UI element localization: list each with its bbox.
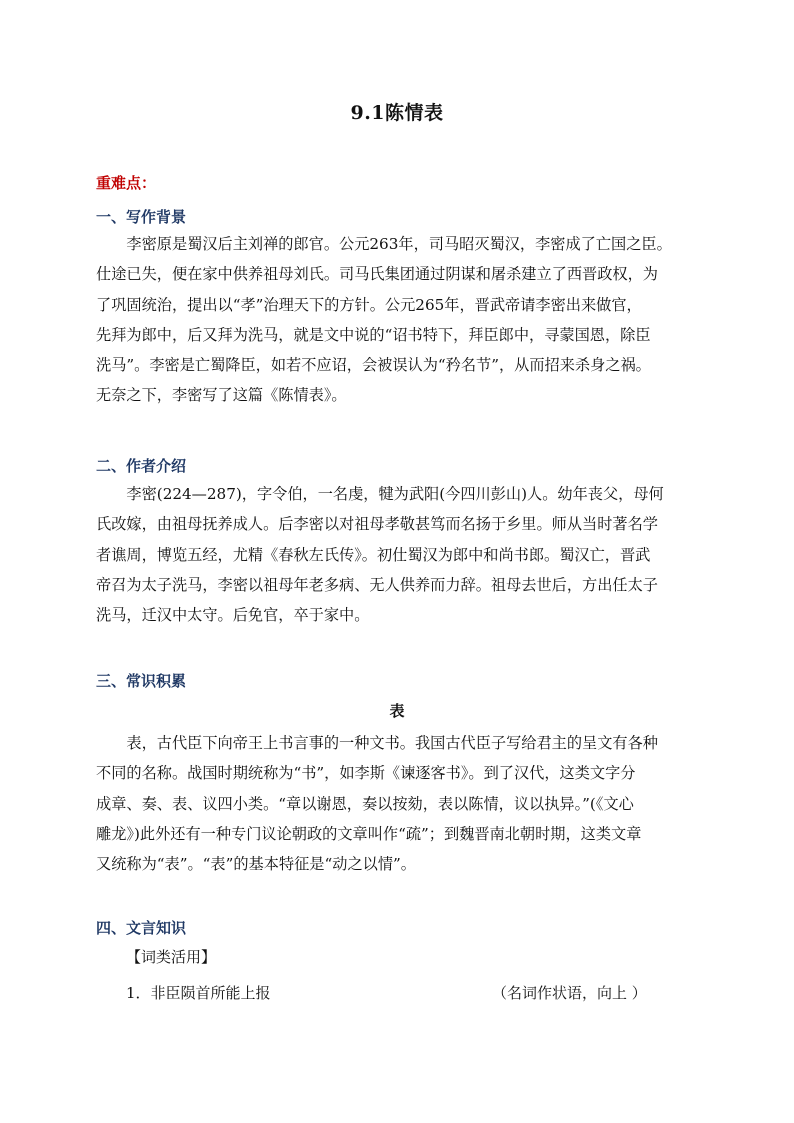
section-heading-author: 二、作者介绍 xyxy=(96,457,187,475)
page-title: 9.1陈情表 xyxy=(350,102,444,124)
paragraph-line: 雕龙》)此外还有一种专门议论朝政的文章叫作“疏”；到魏晋南北朝时期，这类文章 xyxy=(96,824,642,843)
section-heading-background: 一、写作背景 xyxy=(96,208,187,226)
paragraph-line: 不同的名称。战国时期统称为“书”，如李斯《谏逐客书》。到了汉代，这类文字分 xyxy=(96,764,636,783)
paragraph-line: 洗马”。李密是亡蜀降臣，如若不应诏，会被误认为“矜名节”，从而招来杀身之祸。 xyxy=(96,356,651,375)
section-paragraph-author xyxy=(96,479,708,630)
section-paragraph-knowledge xyxy=(96,728,708,879)
paragraph-line: 洗马，迁汉中太守。后免官，卒于家中。 xyxy=(96,606,370,625)
paragraph-line: 表，古代臣下向帝王上书言事的一种文书。我国古代臣子写给君主的呈文有各种 xyxy=(126,734,658,752)
section-heading-classical: 四、文言知识 xyxy=(96,919,187,937)
paragraph-line: 仕途已失，便在家中供养祖母刘氏。司马氏集团通过阴谋和屠杀建立了西晋政权，为 xyxy=(96,265,658,284)
paragraph-line: 氏改嫁，由祖母抚养成人。后李密以对祖母孝敬甚笃而名扬于乡里。师从当时著名学 xyxy=(96,515,658,534)
paragraph-line: 者谯周，博览五经，尤精《春秋左氏传》。初仕蜀汉为郎中和尚书郎。蜀汉亡，晋武 xyxy=(96,545,651,564)
paragraph-line: 了巩固统治，提出以“孝”治理天下的方针。公元265年，晋武帝请李密出来做官， xyxy=(96,295,642,314)
key-points-label: 重难点： xyxy=(96,174,157,192)
paragraph-line: 又统称为“表”。“表”的基本特征是“动之以情”。 xyxy=(96,855,416,874)
exercise-item: 1．非臣陨首所能上报 xyxy=(126,984,271,1002)
section-subheading-biao: 表 xyxy=(389,702,405,720)
paragraph-line: 李密原是蜀汉后主刘禅的郎官。公元263年，司马昭灭蜀汉，李密成了亡国之臣。 xyxy=(126,235,672,253)
paragraph-line: 无奈之下，李密写了这篇《陈情表》。 xyxy=(96,386,347,405)
section-heading-knowledge: 三、常识积累 xyxy=(96,672,187,690)
paragraph-line: 成章、奏、表、议四小类。“章以谢恩，奏以按劾，表以陈情，议以执异。”(《文心 xyxy=(96,794,634,813)
paragraph-line: 帝召为太子洗马，李密以祖母年老多病、无人供养而力辞。祖母去世后，方出任太子 xyxy=(96,575,658,594)
section-paragraph-background xyxy=(96,229,708,411)
paragraph-line: 先拜为郎中，后又拜为洗马，就是文中说的“诏书特下，拜臣郎中，寻蒙国恩，除臣 xyxy=(96,325,651,344)
exercise-note: （名词作状语，向上 ） xyxy=(492,984,647,1002)
word-class-label: 【词类活用】 xyxy=(126,948,217,966)
paragraph-line: 李密(224—287)，字令伯，一名虔，犍为武阳(今四川彭山)人。幼年丧父，母何 xyxy=(126,485,664,503)
